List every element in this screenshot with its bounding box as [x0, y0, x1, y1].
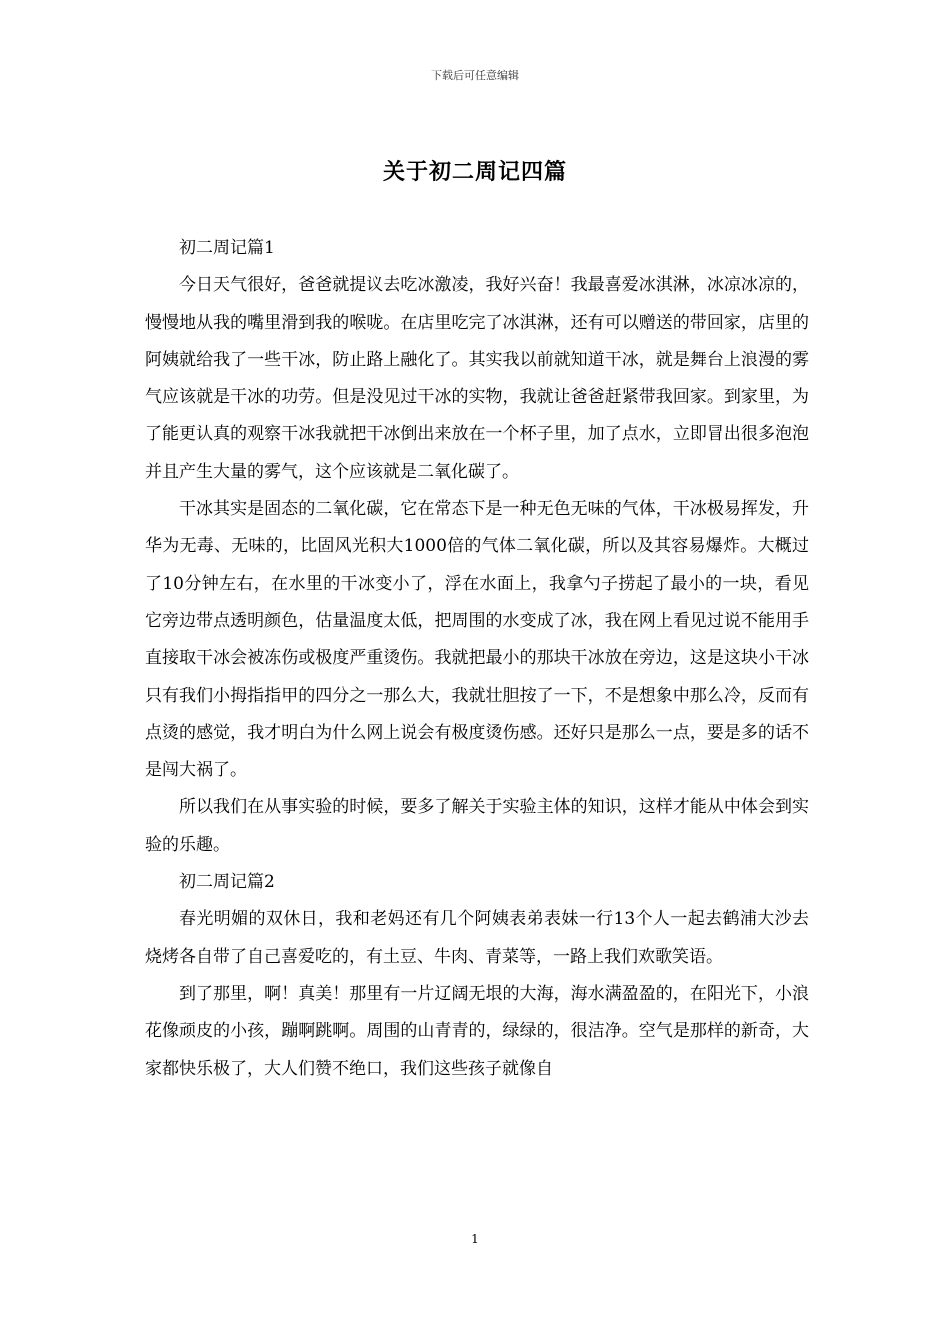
document-title: 关于初二周记四篇: [382, 159, 567, 185]
page-number: 1: [471, 1232, 479, 1246]
section-heading-2: 初二周记篇2: [179, 872, 275, 893]
paragraph: 所以我们在从事实验的时候，要多了解关于实验主体的知识，这样才能从中体会到实验的乐趣。: [145, 797, 809, 855]
paragraph: 今日天气很好，爸爸就提议去吃冰激凌，我好兴奋！我最喜爱冰淇淋，冰凉冰凉的，慢慢地从我的嘴里滑到我的喉咙。在店里吃完了冰淇淋，还有可以赠送的带回家，店里的阿姨就给我了一些干冰，防止路上融化了。其实我以前就知道干冰，就是舞台上浪漫的雾气应该就是干冰的功劳。但是没见过干冰的实物，我就让爸爸赶紧带我回家。到家里，为了能更认真的观察干冰我就把干冰倒出来放在一个杯子里，加了点水，立即冒出很多泡泡并且产生大量的雾气，这个应该就是二氧化碳了。: [145, 275, 809, 482]
paragraph: 春光明媚的双休日，我和老妈还有几个阿姨表弟表妹一行13个人一起去鹤浦大沙去烧烤各自带了自己喜爱吃的，有土豆、牛肉、青菜等，一路上我们欢歌笑语。: [145, 909, 809, 967]
header-note: 下载后可任意编辑: [431, 69, 519, 82]
paragraph: 干冰其实是固态的二氧化碳，它在常态下是一种无色无味的气体，干冰极易挥发，升华为无毒、无味的，比固风光积大1000倍的气体二氧化碳，所以及其容易爆炸。大概过了10分钟左右，在水里的干冰变小了，浮在水面上，我拿勺子捞起了最小的一块，看见它旁边带点透明颜色，估量温度太低，把周围的水变成了冰，我在网上看见过说不能用手直接取干冰会被冻伤或极度严重烫伤。我就把最小的那块干冰放在旁边，这是这块小干冰只有我们小拇指指甲的四分之一那么大，我就壮胆按了一下，不是想象中那么冷，反而有点烫的感觉，我才明白为什么网上说会有极度烫伤感。还好只是那么一点，要是多的话不是闯大祸了。: [145, 499, 809, 781]
section-heading-1: 初二周记篇1: [179, 238, 275, 258]
document-body: [145, 230, 809, 1088]
paragraph: 到了那里，啊！真美！那里有一片辽阔无垠的大海，海水满盈盈的，在阳光下，小浪花像顽皮的小孩，蹦啊跳啊。周围的山青青的，绿绿的，很洁净。空气是那样的新奇，大家都快乐极了，大人们赞不绝口，我们这些孩子就像自: [145, 983, 809, 1079]
